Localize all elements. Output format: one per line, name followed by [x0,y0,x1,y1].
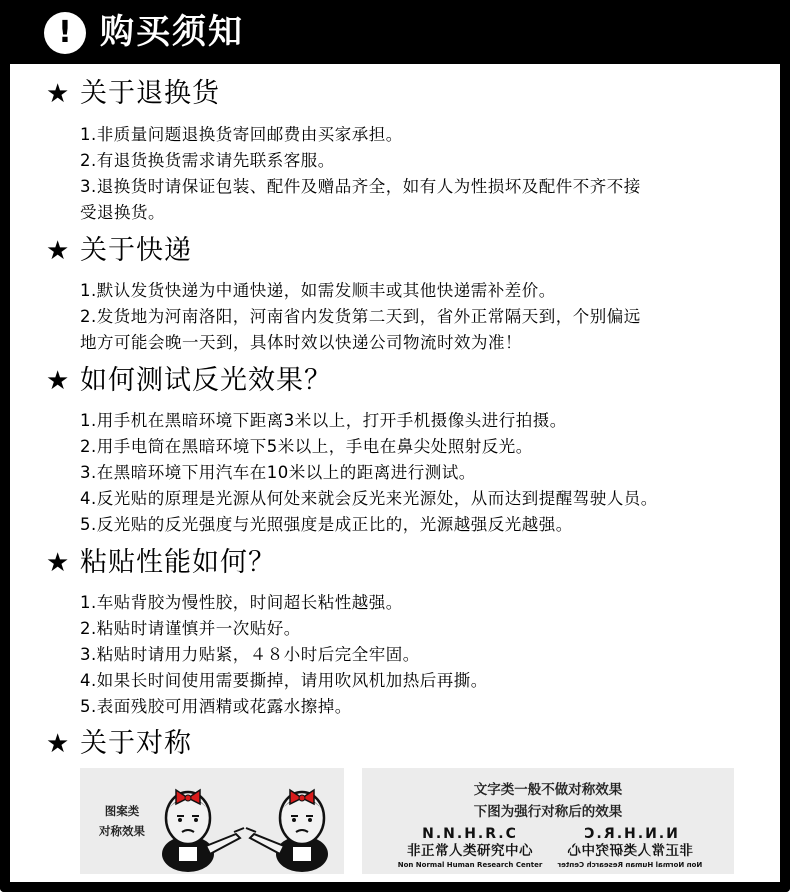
text-symmetry-panel [362,768,734,874]
star-icon: ★ [46,548,71,578]
text-symmetry-note: 文字类一般不做对称效果 [473,782,623,798]
logo-abbr: N.N.H.R.C [582,826,678,842]
list-item: 2.有退货换货需求请先联系客服。 [80,151,335,170]
page-title: 购买须知 [100,12,244,52]
list-item: 2.发货地为河南洛阳，河南省内发货第二天到，省外正常隔天到，个别偏远 [80,307,641,326]
section-title-symmetry: ★ 关于对称 [46,728,192,759]
list-item: 3.在黑暗环境下用汽车在10米以上的距离进行测试。 [80,463,476,482]
logo-mirrored [550,826,710,870]
logo-cn: 非正常人类研究中心 [567,843,693,859]
star-icon: ★ [46,729,71,759]
list-item: 受退换货。 [80,203,165,222]
exclamation-icon: ! [44,12,86,54]
list-item: 1.默认发货快递为中通快递，如需发顺丰或其他快递需补差价。 [80,281,556,300]
star-icon: ★ [46,236,71,266]
list-item: 2.粘贴时请谨慎并一次贴好。 [80,619,301,638]
star-icon: ★ [46,79,71,109]
logo-normal [390,826,550,870]
star-icon: ★ [46,366,71,396]
list-item: 4.如果长时间使用需要撕掉，请用吹风机加热后再撕。 [80,671,488,690]
pattern-symmetry-panel [80,768,344,874]
list-item: 1.车贴背胶为慢性胶，时间超长粘性越强。 [80,593,403,612]
list-item: 1.非质量问题退换货寄回邮费由买家承担。 [80,125,403,144]
section-title-adhesion: ★ 粘贴性能如何？ [46,547,276,578]
section-title-returns: ★ 关于退换货 [46,78,220,109]
logo-cn: 非正常人类研究中心 [407,843,533,859]
cartoon-girl-pointing-right [150,776,246,872]
text-symmetry-note: 下图为强行对称后的效果 [473,804,623,820]
header-bar [0,0,790,64]
section-title-shipping: ★ 关于快递 [46,235,192,266]
logo-en: Non Normal Human Research Center [557,861,703,869]
list-item: 2.用手电筒在黑暗环境下5米以上，手电在鼻尖处照射反光。 [80,437,533,456]
list-item: 5.反光贴的反光强度与光照强度是成正比的，光源越强反光越强。 [80,515,573,534]
list-item: 5.表面残胶可用酒精或花露水擦掉。 [80,697,352,716]
cartoon-girl-pointing-left [244,776,340,872]
list-item: 地方可能会晚一天到，具体时效以快递公司物流时效为准！ [80,333,522,352]
list-item: 3.粘贴时请用力贴紧，４８小时后完全牢固。 [80,645,420,664]
list-item: 1.用手机在黑暗环境下距离3米以上，打开手机摄像头进行拍摄。 [80,411,567,430]
logo-en: Non Normal Human Research Center [397,861,543,869]
logo-abbr: N.N.H.R.C [422,826,518,842]
section-title-reflective-test: ★ 如何测试反光效果？ [46,365,332,396]
list-item: 4.反光贴的原理是光源从何处来就会反光来光源处，从而达到提醒驾驶人员。 [80,489,658,508]
list-item: 3.退换货时请保证包装、配件及赠品齐全，如有人为性损坏及配件不齐不接 [80,177,641,196]
pattern-label: 图案类 [104,804,140,818]
pattern-label: 对称效果 [99,824,145,838]
